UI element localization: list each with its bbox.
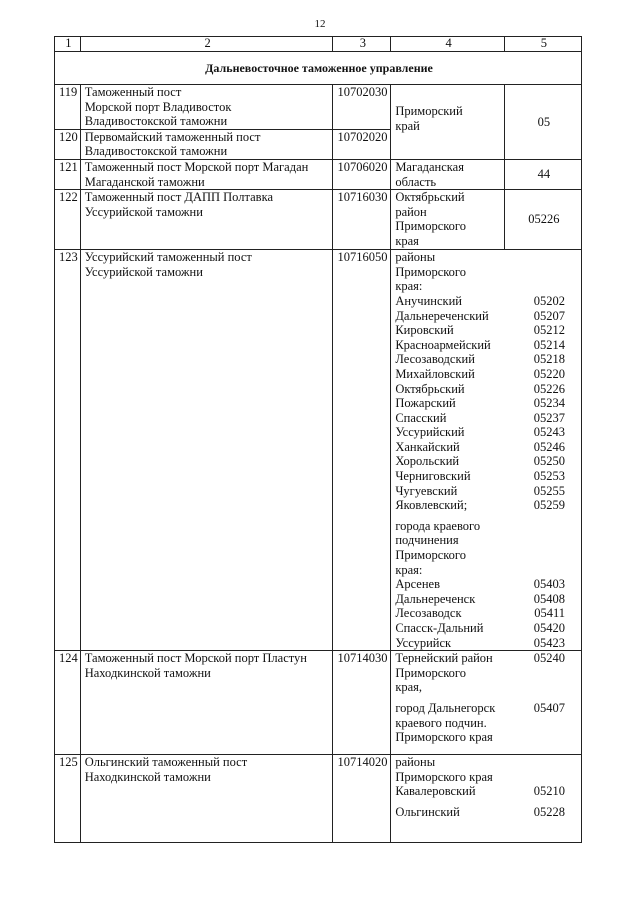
district-entry	[395, 484, 579, 499]
district-name: Анучинский	[395, 293, 462, 308]
district-name: Дальнереченский	[395, 308, 489, 323]
district-name: Уссурийск	[395, 635, 452, 650]
page-number: 12	[314, 18, 326, 30]
district-entry	[395, 469, 579, 484]
district-code: 05420	[533, 621, 565, 635]
district-entry	[395, 309, 579, 324]
district-entry	[395, 606, 579, 621]
district-name: Кировский	[395, 323, 454, 338]
district-code: 05228	[533, 804, 565, 819]
column-number-2: 2	[80, 37, 333, 52]
district-name: Хорольский	[395, 454, 460, 469]
district-name: Михайловский	[395, 366, 475, 381]
district-name: Пожарский	[395, 396, 456, 411]
district-entry	[395, 382, 579, 397]
district-entry	[395, 323, 579, 338]
post-name-line: Морской порт Владивосток	[84, 99, 232, 114]
district-entry	[395, 352, 579, 367]
districts-heading-line: районы	[395, 250, 436, 265]
district-code: 05202	[533, 293, 565, 308]
districts-cell	[391, 755, 582, 843]
district-name: Ханкайский	[395, 439, 460, 454]
post-name-line: Уссурийский таможенный пост	[84, 250, 252, 265]
city-list	[395, 577, 579, 650]
district-code: 05259	[533, 498, 565, 513]
territory-line: Тернейский район	[395, 651, 493, 666]
row-number: 123	[55, 250, 81, 651]
territory-text	[395, 701, 495, 745]
row-number: 125	[55, 755, 81, 843]
region-line: область	[395, 174, 437, 189]
cities-heading-line: подчинения	[395, 533, 459, 548]
territory-entry	[395, 701, 579, 745]
district-list	[395, 784, 579, 819]
region-line: края	[395, 233, 419, 248]
post-code: 10716030	[333, 190, 391, 250]
post-name-line: Находкинской таможни	[84, 665, 211, 680]
district-name: Ольгинский	[395, 804, 460, 819]
post-code: 10706020	[333, 159, 391, 189]
post-name-line: Таможенный пост Морской порт Магадан	[84, 159, 309, 174]
post-name-line: Ольгинский таможенный пост	[84, 755, 248, 770]
post-name	[80, 159, 333, 189]
district-name: Черниговский	[395, 469, 471, 484]
district-code: 05408	[533, 591, 565, 606]
region-line: край	[395, 118, 420, 133]
post-code: 10714020	[333, 755, 391, 843]
district-code: 05243	[533, 425, 565, 440]
post-code: 10716050	[333, 250, 391, 651]
territory-text	[395, 651, 492, 695]
territory-line: Приморского	[395, 665, 466, 680]
district-entry	[395, 592, 579, 607]
district-entry	[395, 636, 579, 651]
district-entry	[395, 805, 579, 820]
post-name-line: Уссурийской таможни	[84, 264, 203, 279]
district-name: Лесозаводск	[395, 606, 462, 621]
post-name-line: Первомайский таможенный пост	[84, 129, 261, 144]
district-entry	[395, 294, 579, 309]
region-line: район	[395, 204, 427, 219]
post-name-line: Таможенный пост	[84, 85, 182, 99]
post-name-line: Магаданской таможни	[84, 174, 205, 189]
district-code: 05218	[533, 352, 565, 367]
district-name: Дальнереченск	[395, 591, 476, 606]
post-name	[80, 190, 333, 250]
column-number-5: 5	[504, 37, 581, 52]
cities-heading-line: Приморского	[395, 548, 466, 563]
district-entry	[395, 440, 579, 455]
row-number: 122	[55, 190, 81, 250]
districts-heading-line: Приморского края	[395, 769, 493, 784]
district-name: Спасск-Дальний	[395, 621, 484, 635]
territory-code: 05407	[533, 700, 565, 715]
district-code: 05226	[533, 381, 565, 396]
territory-entry	[395, 651, 579, 695]
post-code: 10702020	[333, 129, 391, 159]
district-entry	[395, 425, 579, 440]
territory-line: края,	[395, 680, 423, 695]
post-name-line: Владивостокской таможни	[84, 114, 228, 129]
district-name: Уссурийский	[395, 425, 465, 440]
district-entry	[395, 498, 579, 513]
district-code: 05253	[533, 469, 565, 484]
post-name	[80, 85, 333, 130]
district-name: Кавалеровский	[395, 784, 476, 799]
post-name-line: Владивостокской таможни	[84, 144, 228, 159]
district-code: 05423	[533, 635, 565, 650]
post-name	[80, 651, 333, 755]
section-row	[55, 52, 582, 85]
district-code: 05234	[533, 396, 565, 411]
table-row	[55, 190, 582, 250]
okato-code: 05	[504, 85, 581, 160]
territory-line: краевого подчин.	[395, 715, 487, 730]
table-row	[55, 250, 582, 651]
column-number-row	[55, 37, 582, 52]
district-name: Яковлевский;	[395, 498, 468, 513]
post-name-line: Уссурийской таможни	[84, 204, 203, 219]
post-name-line: Таможенный пост ДАПП Полтавка	[84, 190, 274, 205]
territory-line: город Дальнегорск	[395, 700, 496, 715]
district-entry	[395, 784, 579, 799]
region-line: Октябрьский	[395, 190, 465, 205]
territory-code: 05240	[533, 651, 565, 666]
row-number: 121	[55, 159, 81, 189]
row-number: 119	[55, 85, 81, 130]
districts-heading-line: районы	[395, 755, 436, 770]
region-cell	[391, 159, 505, 189]
table-row	[55, 651, 582, 755]
district-code: 05250	[533, 454, 565, 469]
column-number-3: 3	[333, 37, 391, 52]
district-code: 05210	[533, 784, 565, 799]
district-name: Октябрьский	[395, 381, 465, 396]
district-name: Красноармейский	[395, 337, 491, 352]
row-number: 124	[55, 651, 81, 755]
district-code: 05212	[533, 323, 565, 338]
district-entry	[395, 577, 579, 592]
table-row	[55, 85, 582, 130]
post-name	[80, 250, 333, 651]
region-line: Приморский	[395, 104, 463, 119]
districts-heading-line: края:	[395, 279, 423, 294]
district-code: 05246	[533, 439, 565, 454]
cities-heading-line: края:	[395, 562, 423, 577]
okato-code: 44	[504, 159, 581, 189]
region-cell	[391, 85, 505, 160]
column-number-4: 4	[391, 37, 505, 52]
district-entry	[395, 367, 579, 382]
district-code: 05220	[533, 366, 565, 381]
post-code: 10714030	[333, 651, 391, 755]
district-code: 05237	[533, 410, 565, 425]
region-cell	[391, 190, 505, 250]
district-code: 05403	[533, 577, 565, 592]
table-row	[55, 755, 582, 843]
entries-cell	[391, 651, 582, 755]
post-name-line: Находкинской таможни	[84, 769, 211, 784]
region-line: Приморского	[395, 219, 466, 234]
district-code: 05411	[534, 606, 565, 621]
district-name: Чугуевский	[395, 483, 458, 498]
district-entry	[395, 411, 579, 426]
district-name: Арсенев	[395, 577, 440, 592]
okato-code: 05226	[504, 190, 581, 250]
district-code: 05207	[533, 308, 565, 323]
district-list	[395, 294, 579, 513]
district-entry	[395, 396, 579, 411]
post-name	[80, 755, 333, 843]
district-name: Спасский	[395, 410, 447, 425]
district-name: Лесозаводский	[395, 352, 475, 367]
customs-posts-table	[54, 36, 582, 843]
cities-heading-line: города краевого	[395, 518, 481, 533]
post-name-line: Таможенный пост Морской порт Пластун	[84, 651, 307, 666]
district-code: 05214	[533, 337, 565, 352]
row-number: 120	[55, 129, 81, 159]
section-title: Дальневосточное таможенное управление	[55, 52, 582, 85]
post-name	[80, 129, 333, 159]
district-entry	[395, 621, 579, 636]
district-entry	[395, 454, 579, 469]
districts-cell	[391, 250, 582, 651]
post-code: 10702030	[333, 85, 391, 130]
district-entry	[395, 338, 579, 353]
table-row	[55, 159, 582, 189]
districts-heading-line: Приморского	[395, 264, 466, 279]
region-line: Магаданская	[395, 159, 464, 174]
district-code: 05255	[533, 483, 565, 498]
column-number-1: 1	[55, 37, 81, 52]
territory-line: Приморского края	[395, 730, 493, 745]
